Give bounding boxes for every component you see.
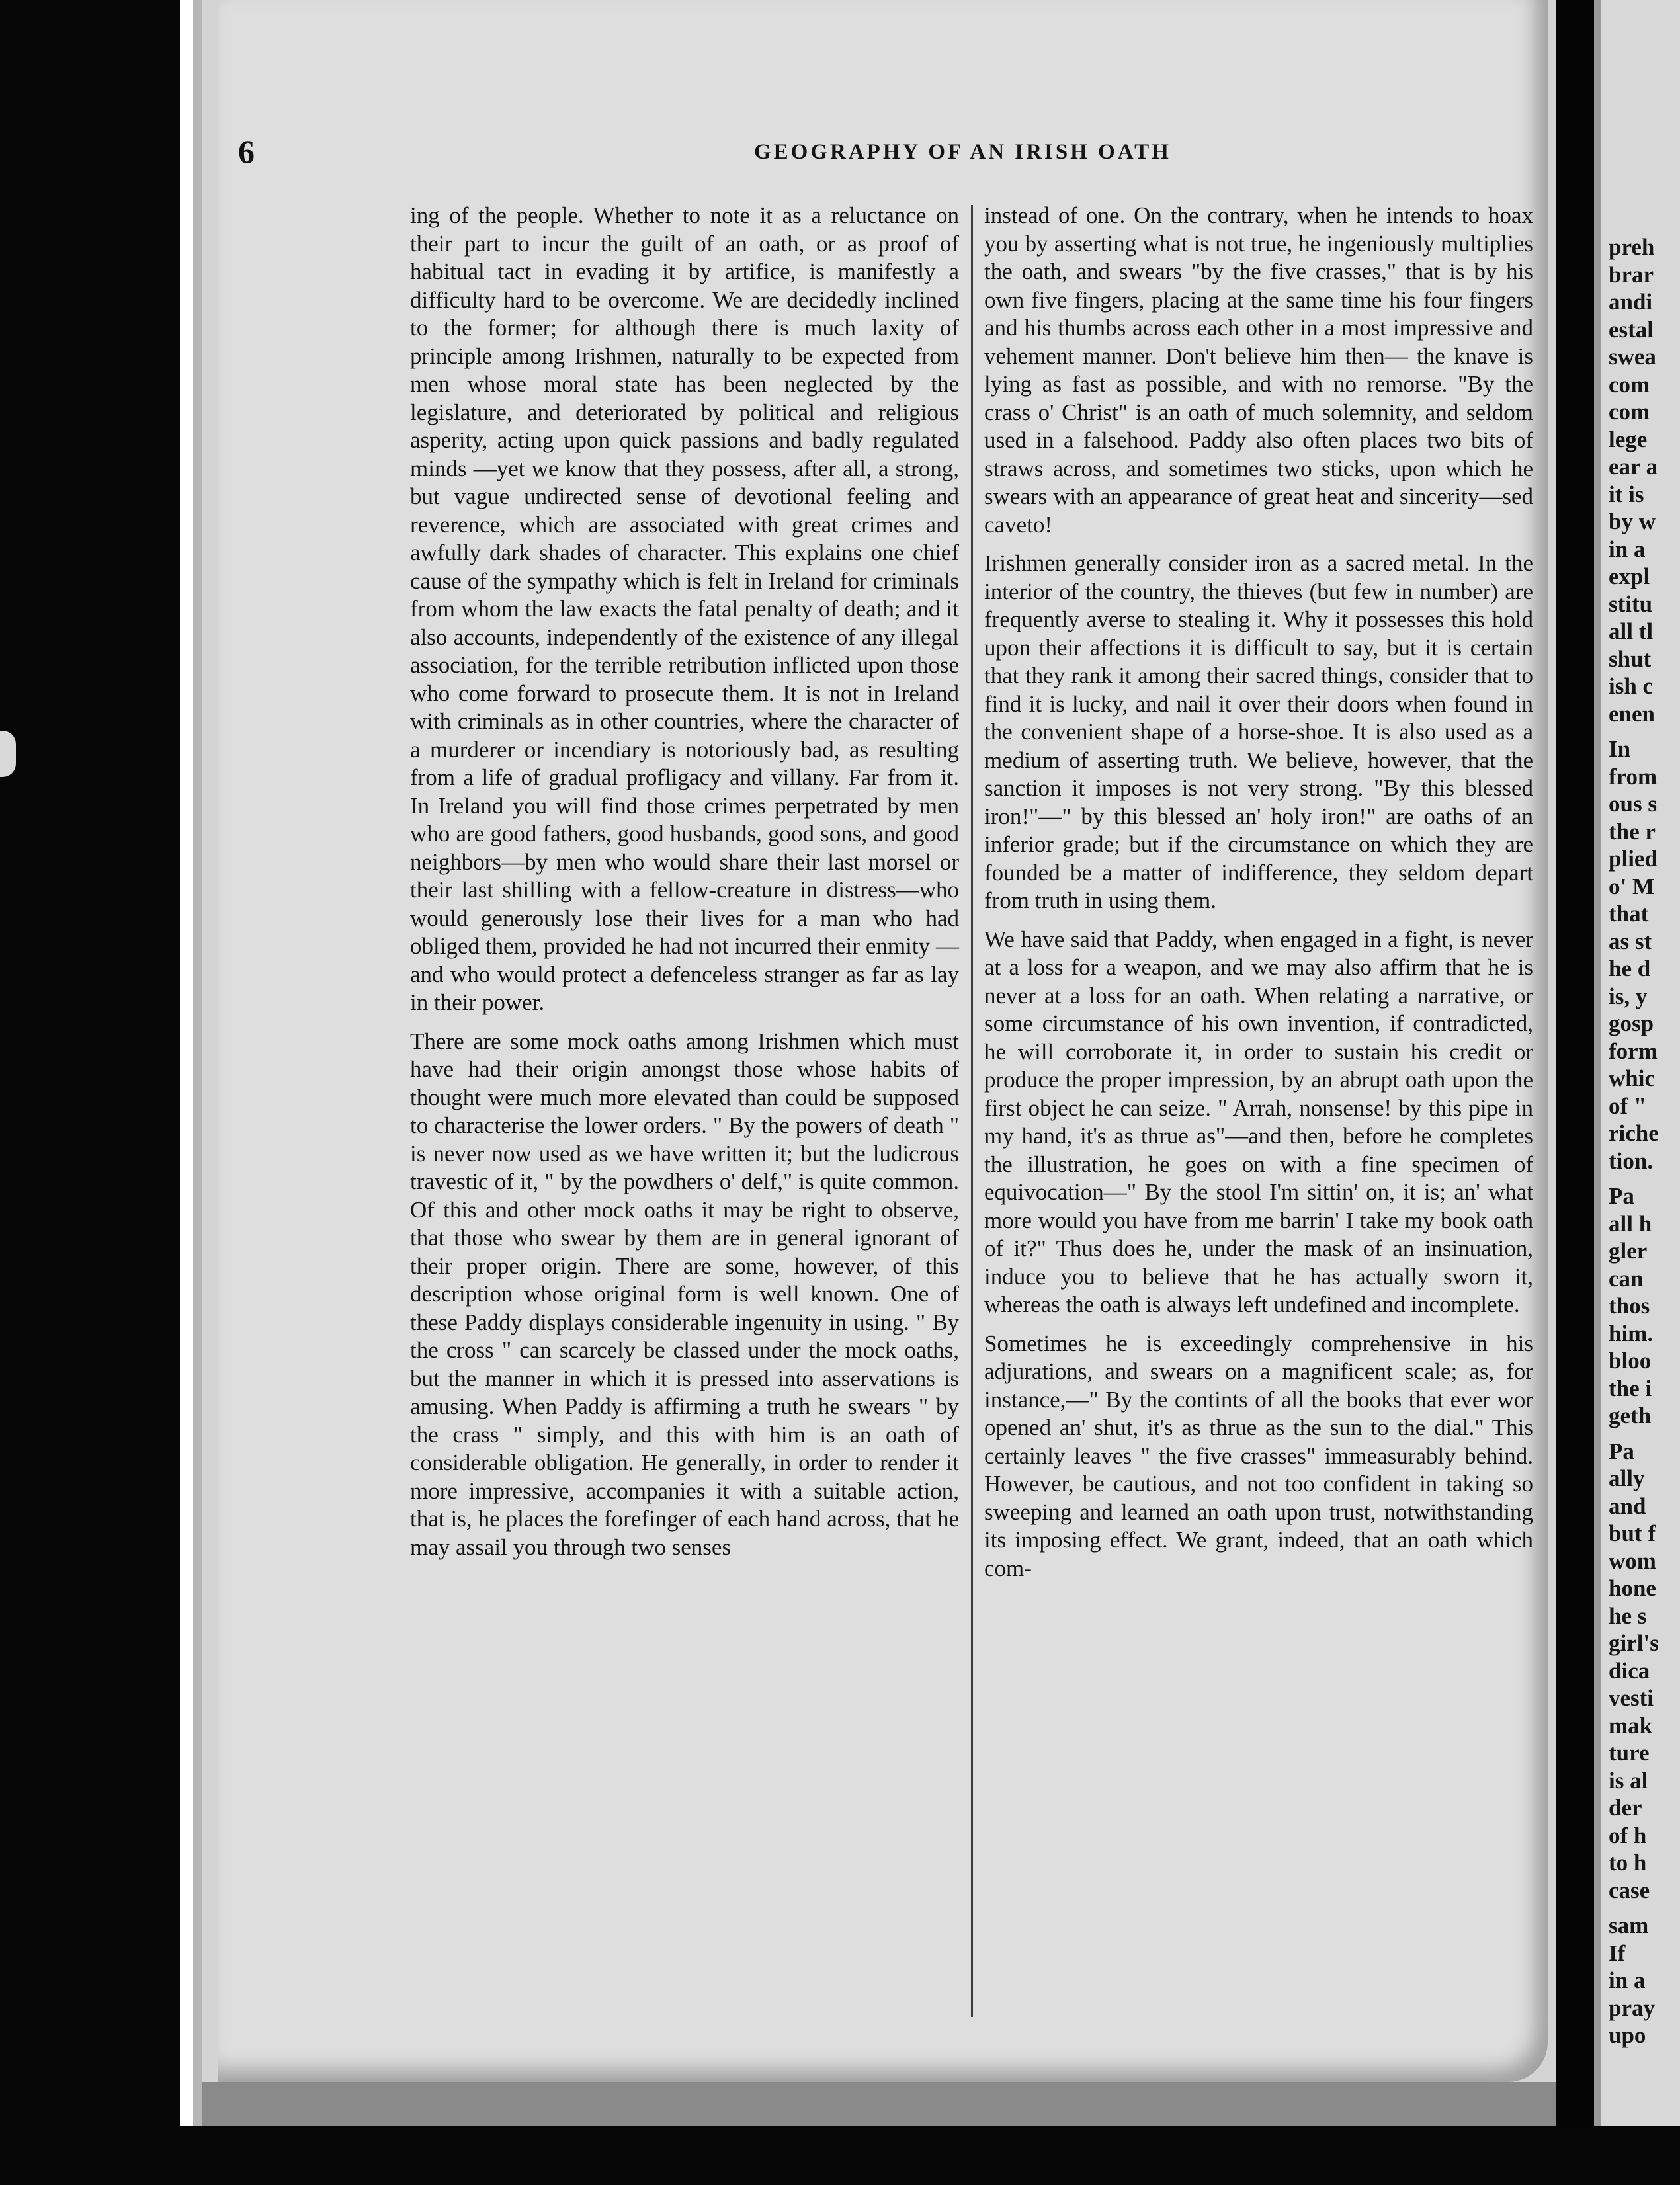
adjacent-page-fragment: pray [1609, 1995, 1655, 2021]
running-title: GEOGRAPHY OF AN IRISH OATH [754, 140, 1171, 164]
adjacent-page-fragment: swea [1609, 344, 1656, 370]
film-notch [0, 731, 16, 777]
adjacent-page-fragment: If [1609, 1940, 1626, 1966]
adjacent-page-fragment: gosp [1609, 1010, 1654, 1036]
adjacent-page-fragment: upo [1609, 2022, 1646, 2048]
adjacent-page-fragment: all tl [1609, 618, 1654, 644]
adjacent-page-fragment: is, y [1609, 983, 1648, 1009]
adjacent-page-fragment: wom [1609, 1547, 1656, 1574]
adjacent-page-fragment: ally [1609, 1465, 1645, 1491]
adjacent-page-fragment: but f [1609, 1520, 1656, 1546]
adjacent-page-fragment: by w [1609, 509, 1656, 534]
adjacent-page-fragment: that [1609, 901, 1649, 927]
adjacent-page-fragment: riche [1609, 1120, 1659, 1146]
adjacent-page-fragment: all h [1609, 1210, 1652, 1237]
running-head [238, 132, 1204, 179]
adjacent-page-edge [1594, 0, 1680, 2126]
adjacent-page-fragment: of h [1609, 1822, 1647, 1848]
microfilm-gutter [1556, 0, 1594, 2185]
adjacent-page-fragment: whic [1609, 1065, 1655, 1091]
adjacent-page-fragment: brar [1609, 261, 1654, 288]
adjacent-page-fragment: geth [1609, 1403, 1652, 1428]
adjacent-page-fragment: plied [1609, 846, 1658, 872]
adjacent-page-fragment: Pa [1609, 1438, 1634, 1464]
paragraph: Irishmen generally consider iron as a sacred metal. In the interior of the country, the thieves (but few in number) are frequently averse to stealing it. Why it possesses this hold upon their affections it is difficult to say, but it is certain that they rank it among their sacred things, consider that to find it is lucky, and nail it over their doors when found in the convenient shape of a horse-shoe. It is also used as a medium of asserting truth. We believe, however, that the sanction it imposes is not very strong. "By this blessed iron!"—" by this blessed an' holy iron!" are oaths of an inferior grade; but if the circumstance on which they are founded be a matter of indifference, they seldom depart from truth in using them. [984, 550, 1533, 913]
adjacent-page-fragment: tion. [1609, 1147, 1654, 1174]
adjacent-page-fragment: him. [1609, 1320, 1654, 1346]
text-column-right [984, 202, 1533, 2020]
adjacent-page-fragment: com [1609, 399, 1650, 425]
adjacent-page-fragment: dica [1609, 1657, 1650, 1684]
microfilm-border-bottom [0, 2126, 1680, 2185]
adjacent-page-fragment: o' M [1609, 873, 1655, 899]
adjacent-page-fragment: case [1609, 1877, 1650, 1903]
text-column-left [410, 202, 959, 2020]
adjacent-page-fragment: bloo [1609, 1348, 1652, 1374]
adjacent-page-fragment: in a [1609, 536, 1646, 562]
adjacent-page-fragment: thos [1609, 1293, 1650, 1319]
adjacent-page-fragment: Pa [1609, 1183, 1634, 1209]
adjacent-page-fragment: form [1609, 1038, 1658, 1064]
adjacent-page-fragment: he d [1609, 956, 1651, 981]
adjacent-page-fragment: it is [1609, 481, 1644, 507]
adjacent-page-fragment: hone [1609, 1575, 1656, 1601]
adjacent-page-fragment: vesti [1609, 1685, 1654, 1711]
paragraph: We have said that Paddy, when engaged in a fight, is never at a loss for a weapon, and we may also affirm that he is never at a loss for an oath. When relating a narrative, or some circumstance of his own invention, if contradicted, he will corroborate it, in order to sustain his credit or produce the proper impression, by an abrupt oath upon the first object he can seize. " Arrah, nonsense! by this pipe in my hand, it's as thrue as"—and then, before he completes the illustration, he goes on with a fine specimen of equivocation—" By the stool I'm sittin' on, it is; an' what more would you have from me barrin' I take my book oath of it?" Thus does he, under the mask of an insinuation, induce you to believe that he has actually sworn it, whereas the oath is always left undefined and incomplete. [984, 926, 1533, 1317]
adjacent-page-fragment: as st [1609, 928, 1652, 954]
adjacent-page-fragment: sam [1609, 1913, 1649, 1938]
paragraph: ing of the people. Whether to note it as a reluctance on their part to incur the guilt of an oath, or as proof of habitual tact in evading it by artifice, is manifestly a difficulty hard to be overcome. We are decidedly inclined to the former; for although there is much laxity of principle among Irishmen, naturally to be expected from men whose moral state has been neglected by the legislature, and deteriorated by political and religious asperity, acting upon quick passions and badly regulated minds —yet we know that they possess, after all, a strong, but vague undirected sense of devotional feeling and reverence, which are associated with great crimes and awfully dark shades of character. This explains one chief cause of the sympathy which is felt in Ireland for criminals from whom the law exacts the fatal penalty of death; and it also accounts, independently of the existence of any illegal association, for the terrible retribution inflicted upon those who come forward to prosecute them. It is not in Ireland with criminals as in other countries, where the character of a murderer or incendiary is notoriously bad, as resulting from a life of gradual profligacy and villany. Far from it. In Ireland you will find those crimes perpetrated by men who are good fathers, good husbands, good sons, and good neighbors—by men who would share their last morsel or their last shilling with a fellow-creature in distress—who would generously lose their lives for a man who had obliged them, provided he had not incurred their enmity —and who would protect a defenceless stranger as far as lay in their power. [410, 202, 959, 1015]
adjacent-page-fragment: lege [1609, 426, 1648, 452]
adjacent-page-fragment: is al [1609, 1767, 1648, 1793]
adjacent-page-fragment: in a [1609, 1967, 1646, 1993]
adjacent-page-fragment: ous s [1609, 791, 1657, 817]
adjacent-page-fragment: andi [1609, 289, 1653, 315]
adjacent-page-fragment: from [1609, 763, 1658, 790]
column-divider [971, 205, 973, 2017]
adjacent-page-fragment: ear a [1609, 454, 1658, 479]
adjacent-page-fragment: stitu [1609, 591, 1653, 617]
adjacent-page-fragment: he s [1609, 1602, 1647, 1629]
adjacent-page-fragment: girl's [1609, 1630, 1659, 1656]
adjacent-page-fragment: estal [1609, 316, 1654, 343]
adjacent-page-fragment: mak [1609, 1712, 1653, 1739]
adjacent-page-fragment: the i [1609, 1375, 1652, 1401]
adjacent-page-fragment: of " [1609, 1092, 1647, 1119]
adjacent-page-fragment: In [1609, 736, 1631, 762]
adjacent-page-fragment: and [1609, 1493, 1646, 1519]
adjacent-page-fragment: can [1609, 1265, 1644, 1292]
adjacent-page-fragment: the r [1609, 818, 1656, 845]
adjacent-page-fragment: enen [1609, 700, 1655, 727]
adjacent-page-fragment: expl [1609, 563, 1650, 589]
adjacent-page-fragment: preh [1609, 234, 1655, 260]
page-edge-shadow [202, 2082, 1556, 2126]
paragraph: Sometimes he is exceedingly comprehensive in his adjurations, and swears on a magnificent scale; as, for instance,—" By the contints of all the books that ever wor opened an' shut, it's as thrue as the sun to the dial." This certainly leaves " the five crasses" immeasurably behind. However, be cautious, and not too confident in taking so sweeping and learned an oath upon trust, notwithstanding its imposing effect. We grant, indeed, that an oath which com- [984, 1330, 1533, 1581]
adjacent-page-fragment: gler [1609, 1238, 1648, 1264]
adjacent-page-fragment: com [1609, 371, 1650, 397]
adjacent-page-fragment: der [1609, 1795, 1642, 1821]
adjacent-page-fragment: to h [1609, 1850, 1647, 1876]
microfilm-border-left [0, 0, 180, 2185]
page-number: 6 [238, 133, 255, 170]
paragraph: instead of one. On the contrary, when he intends to hoax you by asserting what is not true, he ingeniously multiplies the oath, and swears "by the five crasses," that is by his own five fingers, placing at the same time his four fingers and his thumbs across each other in a most impressive and vehement manner. Don't believe him then— the knave is lying as fast as possible, and with no remorse. "By the crass o' Christ" is an oath of much solemnity, and seldom used in a falsehood. Paddy also often places two bits of straws across, and sometimes two sticks, upon which he swears with an appearance of great heat and sincerity—sed caveto! [984, 202, 1533, 538]
paragraph: There are some mock oaths among Irishmen which must have had their origin amongst those whose habits of thought were much more elevated than could be supposed to characterise the lower orders. " By the powers of death " is never now used as we have written it; but the ludicrous travestic of it, " by the powdhers o' delf," is quite common. Of this and other mock oaths it may be right to observe, that those who swear by them are in general ignorant of their proper origin. There are some, however, of this description whose original form is well known. One of these Paddy displays considerable ingenuity in using. " By the cross " can scarcely be classed under the mock oaths, but the manner in which it is pressed into asservations is amusing. When Paddy is affirming a truth he swears " by the crass " simply, and this with him is an oath of considerable obligation. He generally, in order to render it more impressive, accompanies it with a suitable action, that is, he places the forefinger of each hand across, that he may assail you through two senses [410, 1028, 959, 1560]
adjacent-page-fragment: ture [1609, 1740, 1650, 1766]
adjacent-page-fragment: shut [1609, 645, 1652, 672]
adjacent-page-fragment: ish c [1609, 673, 1654, 699]
